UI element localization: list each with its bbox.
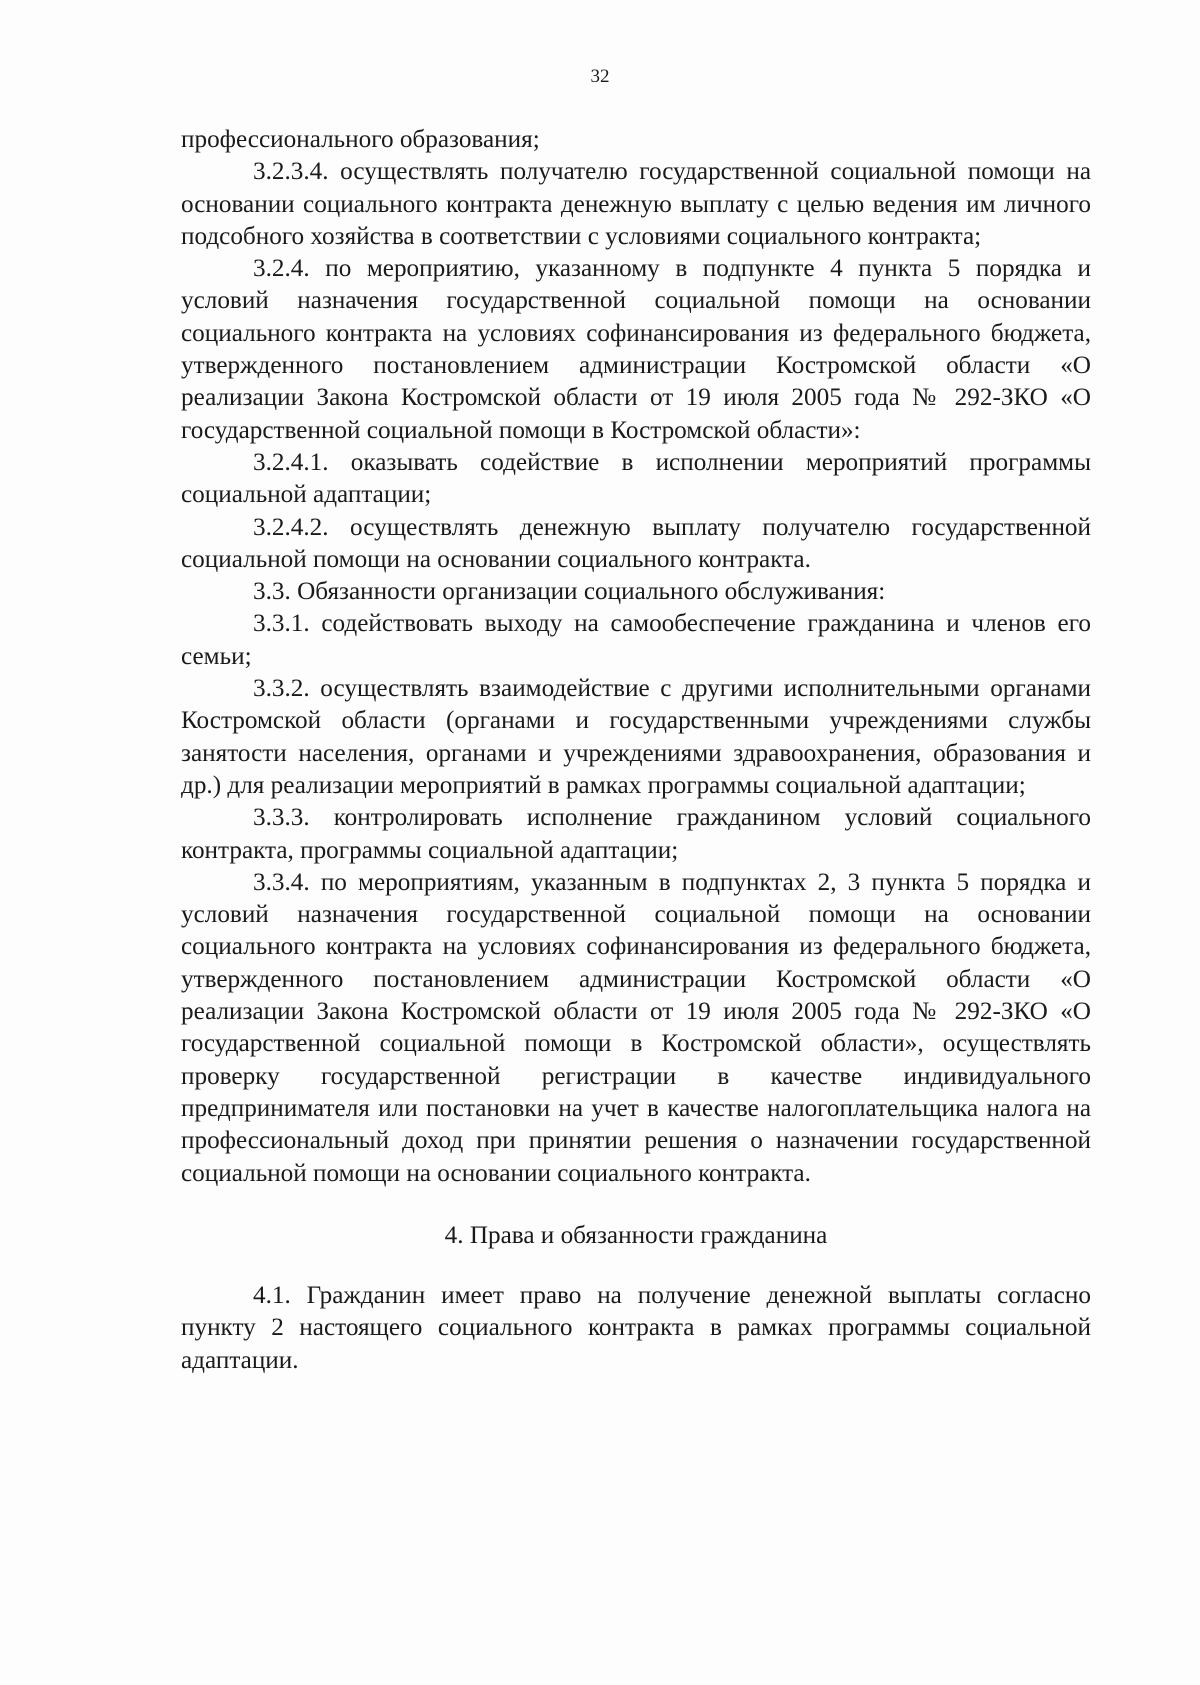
paragraph-3-3-2: 3.3.2. осуществлять взаимодействие с другими исполнительными органами Костромской области (органами и государственными учреждениями службы занятости населения, органами и учреждениями здравоохранения, образования и др.) для реализации мероприятий в рамках программы социальной адаптации; bbox=[181, 675, 1091, 799]
paragraph-3-2-4: 3.2.4. по мероприятию, указанному в подпункте 4 пункта 5 порядка и условий назначения государственной социальной помощи на основании социального контракта на условиях софинансирования из федерального бюджета, утвержденного постановлением администрации Костромской области «О реализации Закона Костромской области от 19 июля 2005 года № 292-ЗКО «О государственной социальной помощи в Костромской области»: bbox=[181, 255, 1091, 444]
paragraph-3-2-4-2: 3.2.4.2. осуществлять денежную выплату получателю государственной социальной помощи на основании социального контракта. bbox=[181, 513, 1091, 573]
paragraph-3-2-3-4: 3.2.3.4. осуществлять получателю государственной социальной помощи на основании социального контракта денежную выплату с целью ведения им личного подсобного хозяйства в соответствии с условиями социального контракта; bbox=[181, 158, 1091, 250]
paragraph-4-1: 4.1. Гражданин имеет право на получение денежной выплаты согласно пункту 2 настоящего социального контракта в рамках программы социальной адаптации. bbox=[181, 1282, 1091, 1374]
paragraph-3-3: 3.3. Обязанности организации социального обслуживания: bbox=[253, 578, 886, 606]
section-heading: 4. Права и обязанности гражданина bbox=[444, 1221, 828, 1249]
paragraph-3-3-3: 3.3.3. контролировать исполнение гражданином условий социального контракта, программы социальной адаптации; bbox=[181, 804, 1091, 864]
paragraph-continuation: профессионального образования; bbox=[181, 126, 540, 153]
page-number: 32 bbox=[590, 66, 610, 87]
paragraph-3-3-4: 3.3.4. по мероприятиям, указанным в подпунктах 2, 3 пункта 5 порядка и условий назначения государственной социальной помощи на основании социального контракта на условиях софинансирования из федерального бюджета, утвержденного постановлением администрации Костромской области «О реализации Закона Костромской области от 19 июля 2005 года № 292-ЗКО «О государственной социальной помощи в Костромской области», осуществлять проверку государственной регистрации в качестве индивидуального предпринимателя или постановки на учет в качестве налогоплательщика налога на профессиональный доход при принятии решения о назначении государственной социальной помощи на основании социального контракта. bbox=[181, 868, 1091, 1187]
paragraph-3-3-1: 3.3.1. содействовать выходу на самообеспечение гражданина и членов его семьи; bbox=[181, 610, 1091, 670]
document-body bbox=[181, 124, 1091, 1377]
paragraph-3-2-4-1: 3.2.4.1. оказывать содействие в исполнении мероприятий программы социальной адаптации; bbox=[181, 448, 1091, 509]
